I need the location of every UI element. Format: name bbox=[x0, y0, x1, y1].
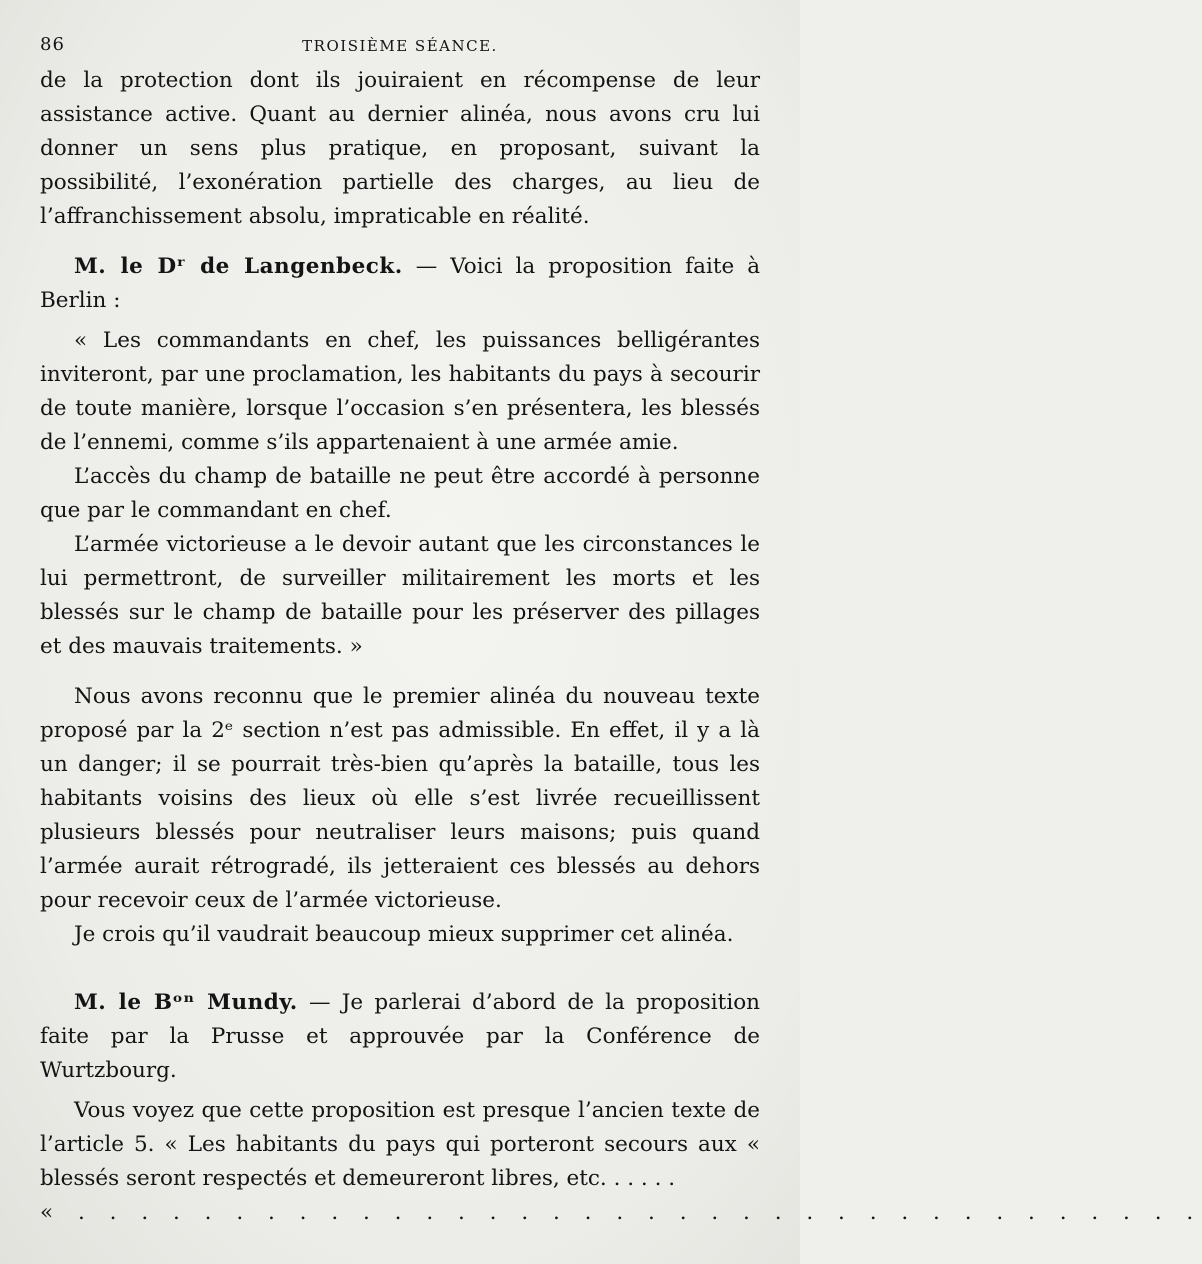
speaker-name: M. le Dʳ de Langenbeck. bbox=[74, 254, 403, 279]
speaker-text: — Voici la proposition faite à Berlin : bbox=[40, 254, 761, 313]
paragraph: Je crois qu’il vaudrait beaucoup mieux supprimer cet alinéa. bbox=[74, 922, 734, 947]
body-text bbox=[40, 64, 1202, 1230]
paragraph: de la protection dont ils jouiraient en récompense de leur assistance active. Quant au dernier alinéa, nous avons cru lui donner un sens plus pratique, en proposant, suivant la possibilité, l’exonération partielle des charges, au lieu de l’affranchissement absolu, impraticable en réalité. bbox=[40, 68, 760, 229]
page-number: 86 bbox=[40, 34, 65, 55]
speaker-paragraph bbox=[40, 986, 760, 1088]
quoted-paragraph: L’armée victorieuse a le devoir autant que les circonstances le lui permettront, de surveiller militairement les morts et les blessés sur le champ de bataille pour les préserver des pillages et des mauvais traitements. » bbox=[40, 532, 760, 659]
running-head bbox=[40, 34, 760, 64]
quoted-paragraph: L’accès du champ de bataille ne peut être accordé à personne que par le commandant en chef. bbox=[40, 464, 760, 523]
speaker-paragraph bbox=[40, 250, 760, 318]
running-title: TROISIÈME SÉANCE. bbox=[302, 37, 498, 55]
ellipsis-line: « . . . . . . . . . . . . . . . . . . . . . . . . . . . . . . . . . . . . bbox=[40, 1200, 1202, 1225]
speaker-name: M. le Bᵒⁿ Mundy. bbox=[74, 990, 298, 1015]
paragraph: Nous avons reconnu que le premier alinéa du nouveau texte proposé par la 2ᵉ section n’est pas admissible. En effet, il y a là un danger; il se pourrait très-bien qu’après la bataille, tous les habitants voisins des lieux où elle s’est livrée recueillissent plusieurs blessés pour neutraliser leurs maisons; puis quand l’armée aurait rétrogradé, ils jetteraient ces blessés au dehors pour recevoir ceux de l’armée victorieuse. bbox=[40, 684, 760, 913]
speaker-text: — Je parlerai d’abord de la proposition faite par la Prusse et approuvée par la Conférence de Wurtzbourg. bbox=[40, 990, 760, 1083]
paragraph: Vous voyez que cette proposition est presque l’ancien texte de l’article 5. « Les habitants du pays qui porteront secours aux « blessés seront respectés et demeureront libres, etc. . . . . . bbox=[40, 1098, 760, 1191]
quoted-paragraph: « Les commandants en chef, les puissances belligérantes inviteront, par une proclamation, les habitants du pays à secourir de toute manière, lorsque l’occasion s’en présentera, les blessés de l’ennemi, comme s’ils appartenaient à une armée amie. bbox=[40, 328, 760, 455]
